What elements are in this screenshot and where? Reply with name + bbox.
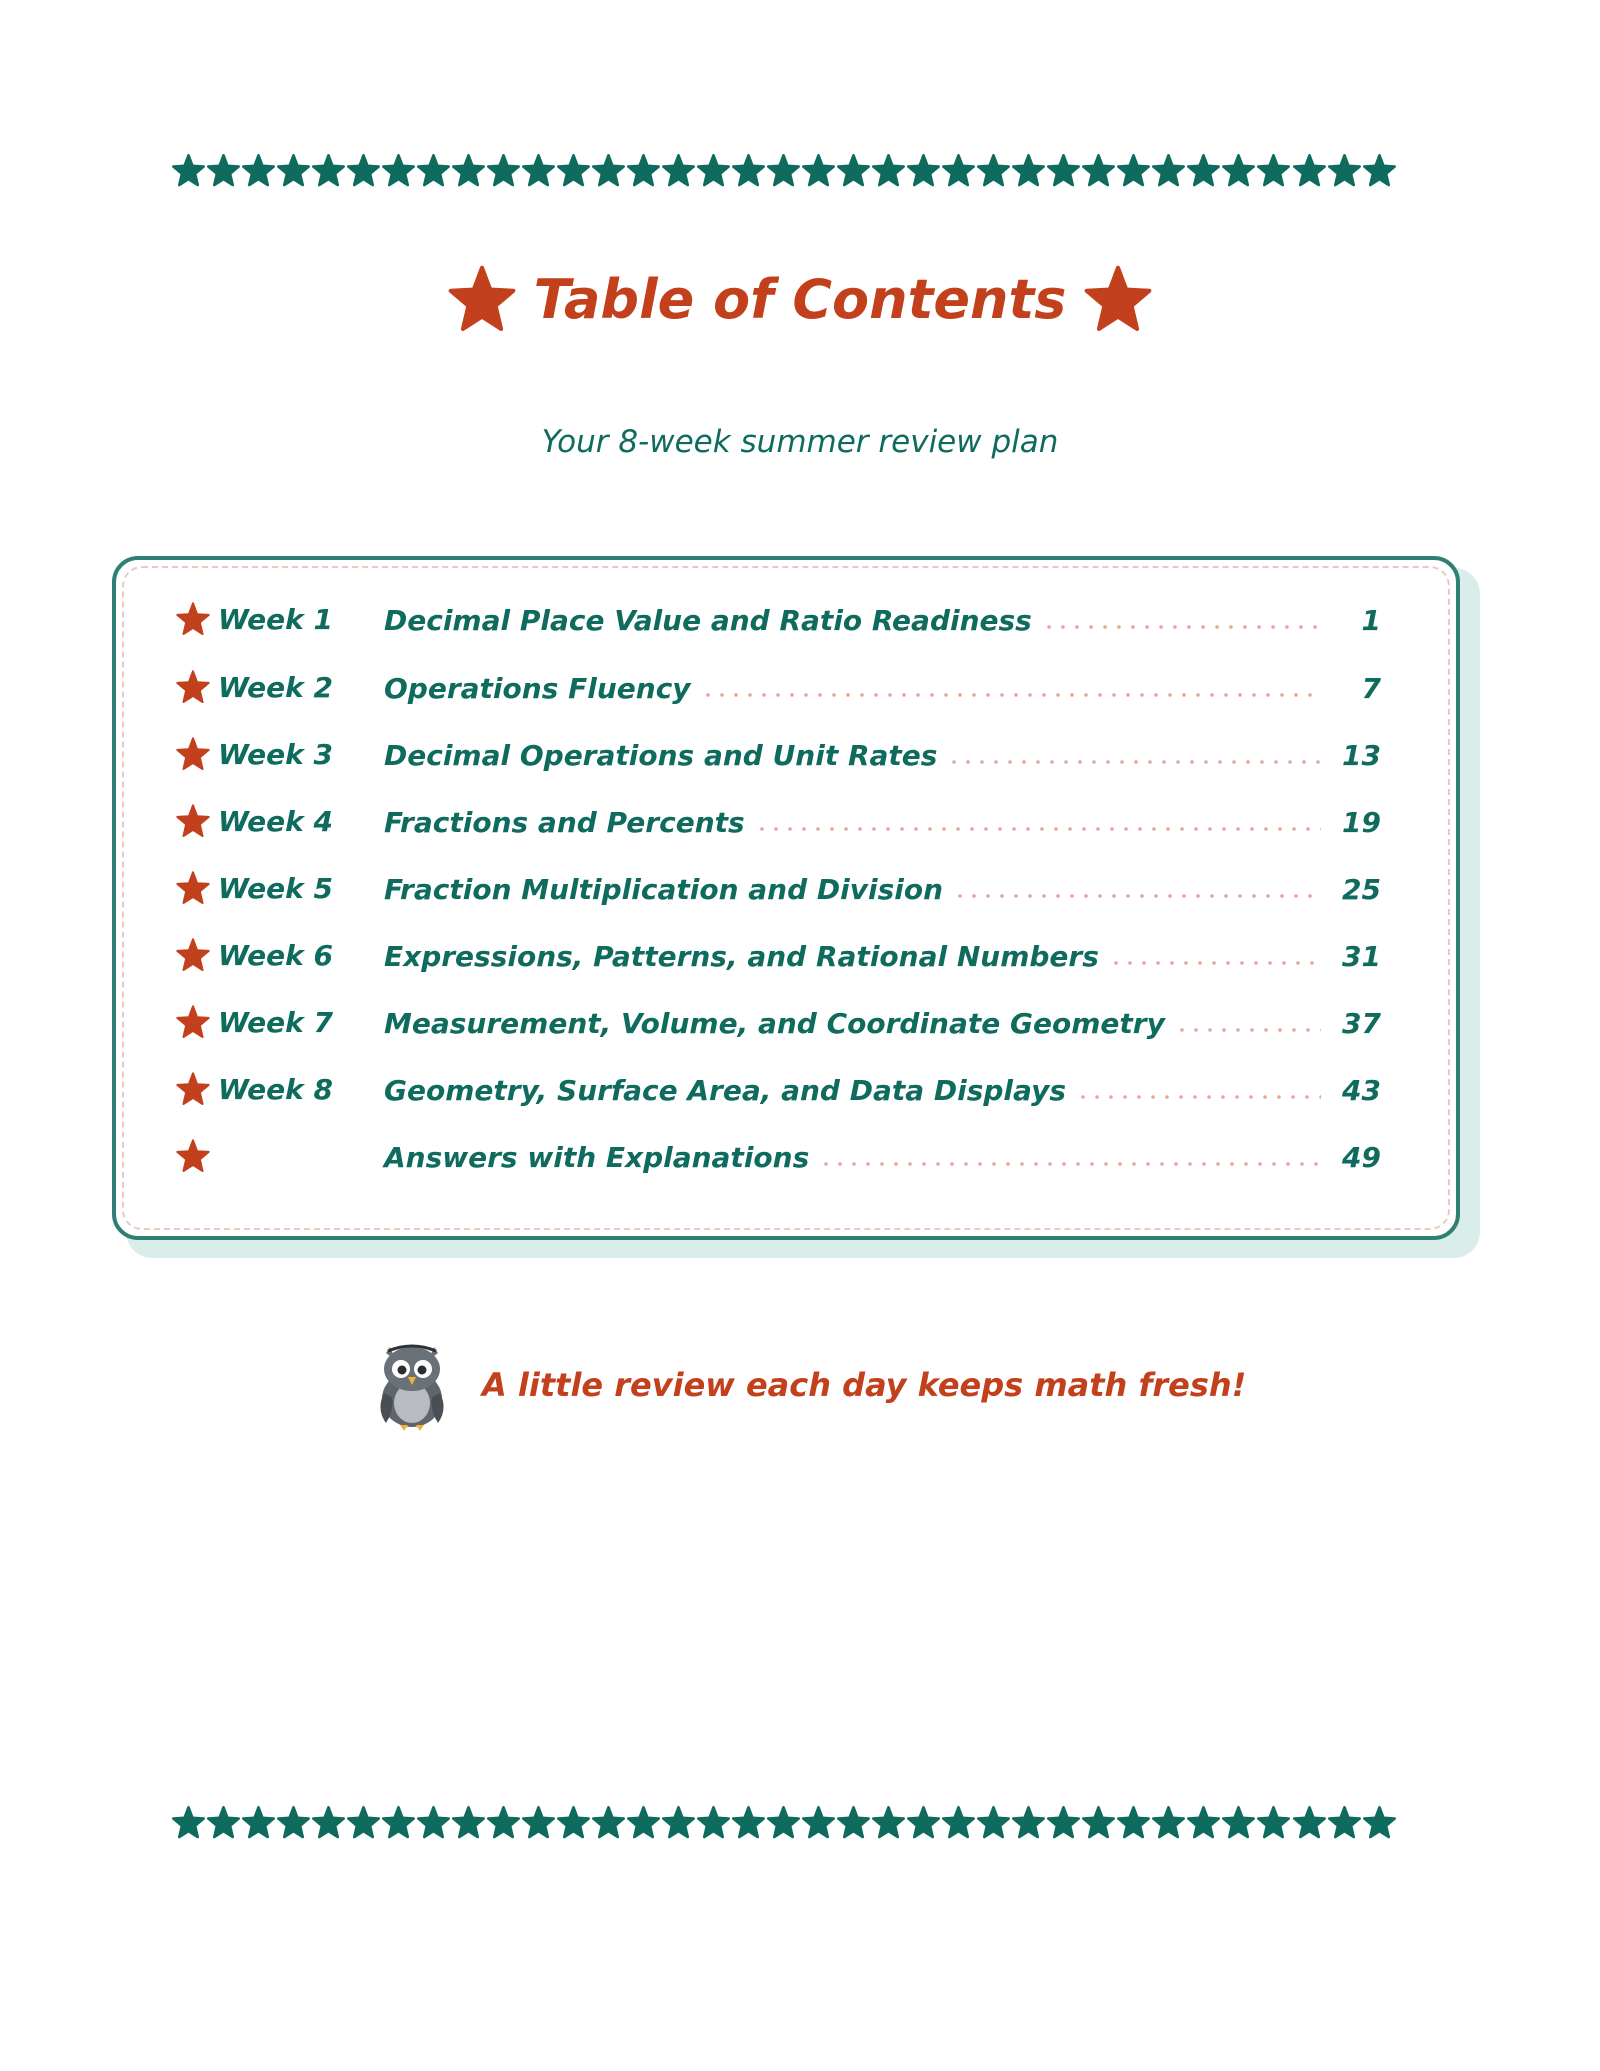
toc-page-number: 43: [1342, 1073, 1381, 1107]
toc-entry: [384, 859, 1381, 919]
motto-text: A little review each day keeps math fresh!: [482, 1366, 1247, 1404]
star-icon: [452, 1806, 485, 1839]
toc-page-number: 25: [1342, 872, 1381, 906]
star-icon: [417, 1806, 450, 1839]
dot-leader: [1109, 961, 1321, 965]
star-icon: [172, 1806, 205, 1839]
star-icon: [382, 1806, 415, 1839]
star-icon: [1222, 154, 1255, 187]
top-star-border: [172, 150, 1396, 190]
star-icon: [1012, 1806, 1045, 1839]
star-icon: [312, 1806, 345, 1839]
star-icon: [277, 1806, 310, 1839]
toc-row: [176, 1060, 1381, 1120]
page-subtitle: Your 8-week summer review plan: [541, 424, 1059, 460]
star-icon: [1117, 1806, 1150, 1839]
dot-leader: [819, 1162, 1321, 1166]
bottom-star-border: [172, 1802, 1396, 1842]
dot-leader: [1076, 1095, 1321, 1099]
star-icon: [382, 154, 415, 187]
star-icon: [1152, 154, 1185, 187]
star-icon: [627, 1806, 660, 1839]
star-bullet-icon: [176, 1072, 210, 1106]
toc-topic: Fraction Multiplication and Division: [384, 872, 944, 906]
toc-topic: Geometry, Surface Area, and Data Displays: [384, 1073, 1066, 1107]
owl-icon: [370, 1339, 454, 1431]
star-icon: [977, 154, 1010, 187]
star-icon: [487, 1806, 520, 1839]
star-icon: [1363, 1806, 1396, 1839]
toc-row: [176, 658, 1381, 718]
star-icon: [522, 1806, 555, 1839]
toc-entry: [384, 792, 1381, 852]
toc-row: [176, 993, 1381, 1053]
toc-week-label: Week 1: [218, 603, 333, 636]
toc-page-number: 19: [1342, 805, 1381, 839]
star-icon: [242, 1806, 275, 1839]
star-bullet-icon: [176, 737, 210, 771]
dot-leader: [1042, 625, 1321, 629]
toc-page-number: 1: [1361, 603, 1381, 637]
star-icon: [1082, 154, 1115, 187]
star-icon: [942, 154, 975, 187]
star-icon: [837, 1806, 870, 1839]
star-icon: [448, 265, 516, 333]
star-icon: [1257, 154, 1290, 187]
star-icon: [837, 154, 870, 187]
toc-entry: [384, 590, 1381, 650]
star-icon: [277, 154, 310, 187]
star-icon: [1293, 154, 1326, 187]
toc-week-label: Week 7: [218, 1006, 333, 1039]
star-icon: [1257, 1806, 1290, 1839]
toc-week-label: Week 3: [218, 738, 333, 771]
star-icon: [592, 1806, 625, 1839]
star-icon: [662, 1806, 695, 1839]
toc-page-number: 37: [1342, 1006, 1381, 1040]
star-icon: [1293, 1806, 1326, 1839]
star-icon: [872, 1806, 905, 1839]
star-icon: [1328, 154, 1361, 187]
toc-entry: [384, 725, 1381, 785]
dot-leader: [947, 760, 1321, 764]
toc-entry: [384, 993, 1381, 1053]
star-icon: [907, 154, 940, 187]
toc-page-number: 7: [1361, 671, 1381, 705]
star-icon: [1222, 1806, 1255, 1839]
dot-leader: [953, 894, 1321, 898]
star-icon: [207, 154, 240, 187]
star-bullet-icon: [176, 670, 210, 704]
dot-leader: [755, 827, 1321, 831]
star-icon: [242, 154, 275, 187]
star-bullet-icon: [176, 804, 210, 838]
star-icon: [802, 1806, 835, 1839]
star-icon: [1047, 1806, 1080, 1839]
toc-entry: [384, 658, 1381, 718]
toc-week-label: Week 6: [218, 939, 333, 972]
star-icon: [767, 1806, 800, 1839]
star-icon: [907, 1806, 940, 1839]
star-icon: [767, 154, 800, 187]
star-icon: [557, 1806, 590, 1839]
toc-entry: [384, 926, 1381, 986]
star-icon: [1363, 154, 1396, 187]
toc-page-number: 49: [1342, 1140, 1381, 1174]
star-bullet-icon: [176, 938, 210, 972]
star-icon: [1152, 1806, 1185, 1839]
star-icon: [487, 154, 520, 187]
toc-week-label: Week 4: [218, 805, 333, 838]
star-icon: [522, 154, 555, 187]
star-icon: [452, 154, 485, 187]
star-icon: [347, 154, 380, 187]
toc-topic: Fractions and Percents: [384, 805, 745, 839]
star-icon: [872, 154, 905, 187]
star-icon: [802, 154, 835, 187]
star-icon: [1117, 154, 1150, 187]
toc-topic: Answers with Explanations: [384, 1140, 810, 1174]
star-bullet-icon: [176, 871, 210, 905]
page-title: [0, 265, 1600, 333]
toc-entry: [384, 1060, 1381, 1120]
star-icon: [697, 154, 730, 187]
star-icon: [662, 154, 695, 187]
toc-entry: [384, 1127, 1381, 1187]
star-icon: [207, 1806, 240, 1839]
star-icon: [1187, 154, 1220, 187]
toc-week-label: Week 2: [218, 671, 333, 704]
toc-row: [176, 1127, 1381, 1187]
motto: [370, 1340, 1246, 1430]
toc-week-label: Week 8: [218, 1073, 333, 1106]
dot-leader: [701, 693, 1321, 697]
star-icon: [627, 154, 660, 187]
toc-box: [112, 556, 1460, 1240]
toc-row: [176, 725, 1381, 785]
toc-topic: Decimal Operations and Unit Rates: [384, 738, 938, 772]
star-icon: [557, 154, 590, 187]
star-icon: [1012, 154, 1045, 187]
star-icon: [417, 154, 450, 187]
toc-row: [176, 792, 1381, 852]
dot-leader: [1175, 1028, 1321, 1032]
toc-row: [176, 926, 1381, 986]
star-icon: [347, 1806, 380, 1839]
star-icon: [172, 154, 205, 187]
toc-page-number: 13: [1342, 738, 1381, 772]
star-icon: [1084, 265, 1152, 333]
star-icon: [1328, 1806, 1361, 1839]
toc-week-label: Week 5: [218, 872, 333, 905]
star-icon: [732, 1806, 765, 1839]
star-icon: [592, 154, 625, 187]
star-bullet-icon: [176, 1005, 210, 1039]
star-bullet-icon: [176, 1139, 210, 1173]
star-icon: [1082, 1806, 1115, 1839]
title-text: Table of Contents: [533, 267, 1067, 331]
star-icon: [1187, 1806, 1220, 1839]
star-bullet-icon: [176, 602, 210, 636]
star-icon: [942, 1806, 975, 1839]
toc-row: [176, 590, 1381, 650]
toc-page-number: 31: [1342, 939, 1381, 973]
toc-row: [176, 859, 1381, 919]
toc-topic: Operations Fluency: [384, 671, 691, 705]
star-icon: [977, 1806, 1010, 1839]
toc-topic: Expressions, Patterns, and Rational Numbers: [384, 939, 1099, 973]
toc-topic: Decimal Place Value and Ratio Readiness: [384, 603, 1032, 637]
star-icon: [697, 1806, 730, 1839]
toc-topic: Measurement, Volume, and Coordinate Geometry: [384, 1006, 1165, 1040]
star-icon: [1047, 154, 1080, 187]
star-icon: [732, 154, 765, 187]
star-icon: [312, 154, 345, 187]
